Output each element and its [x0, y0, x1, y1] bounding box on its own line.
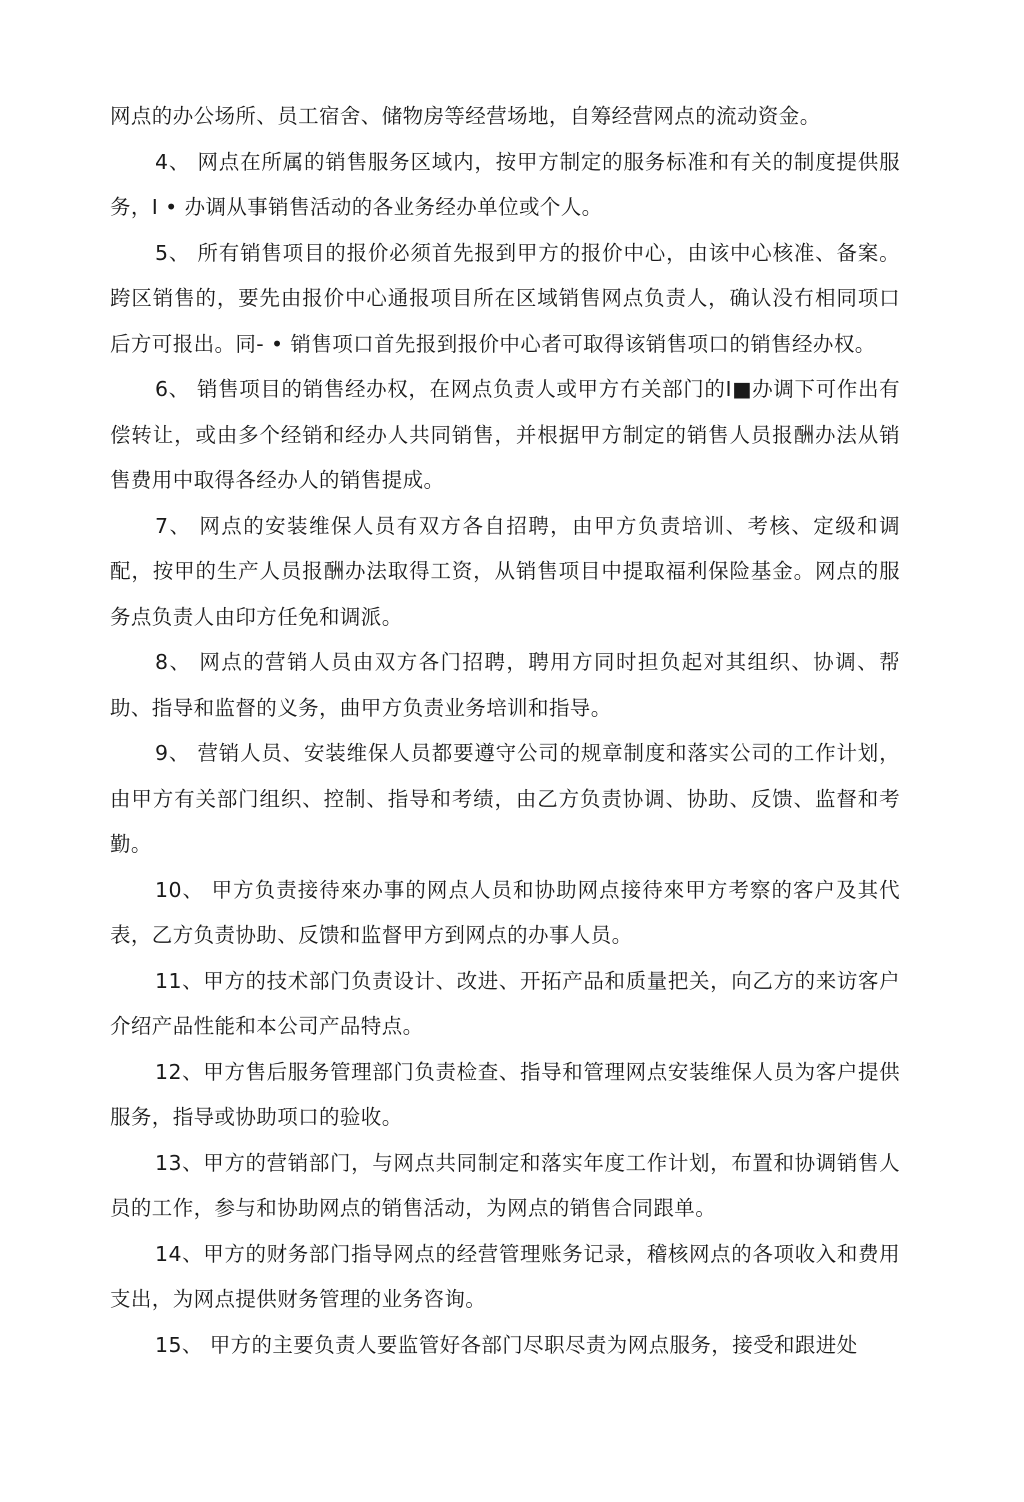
paragraph-clause-9: 9、 营销人员、安装维保人员都要遵守公司的规章制度和落实公司的工作计划，由甲方有关部门组织、控制、指导和考绩，由乙方负责协调、协助、反馈、监督和考勤。 — [110, 741, 900, 856]
paragraph-clause-12: 12、甲方售后服务管理部门负责检查、指导和管理网点安装维保人员为客户提供服务，指导或协助项口的验收。 — [110, 1059, 900, 1129]
paragraph-clause-7: 7、 网点的安装维保人员有双方各自招聘，由甲方负责培训、考核、定级和调配，按甲的生产人员报酬办法取得工资，从销售项目中提取福利保险基金。网点的服务点负责人由印方任免和调派。 — [110, 513, 900, 629]
paragraph-clause-4: 4、 网点在所属的销售服务区域内，按甲方制定的服务标准和有关的制度提供服务，I • 办调从事销售活动的各业务经办单位或个人。 — [110, 149, 900, 219]
paragraph-clause-5: 5、 所有销售项目的报价必须首先报到甲方的报价中心，由该中心核准、备案。跨区销售的，要先由报价中心通报项目所在区域销售网点负责人，确认没冇相同项口后方可报出。同- • 销售项口首先报到报价中心者可取得该销售项口的销售经办权。 — [110, 240, 900, 356]
paragraph-clause-8: 8、 网点的营销人员由双方各门招聘，聘用方同时担负起对其组织、协调、帮助、指导和监督的义务，曲甲方负责业务培训和指导。 — [110, 650, 900, 720]
paragraph-clause-11: 11、甲方的技术部门负责设计、改进、开拓产品和质量把关，向乙方的来访客户介绍产品性能和本公司产品特点。 — [110, 968, 900, 1038]
paragraph-clause-14: 14、甲方的财务部门指导网点的经营管理账务记录，稽核网点的各项收入和费用支出，为网点提供财务管理的业务咨询。 — [110, 1241, 900, 1311]
paragraph-clause-6: 6、 销售项目的销售经办权，在网点负责人或甲方冇关部门的I■办调下可作出有偿转让，或由多个经销和经办人共同销售，并根据甲方制定的销售人员报酬办法从销售费用中取得各经办人的销售提成。 — [110, 377, 900, 492]
paragraph-clause-15: 15、 甲方的主要负责人要监管好各部门尽职尽责为网点服务，接受和跟进处 — [155, 1332, 858, 1357]
paragraph-clause-10: 10、 甲方负责接待來办事的网点人员和协助网点接待來甲方考察的客户及其代表，乙方负责协助、反馈和监督甲方到网点的办事人员。 — [110, 877, 900, 947]
paragraph-continuation: 网点的办公场所、员工宿舍、储物房等经营场地，自筹经营网点的流动资金。 — [110, 104, 821, 128]
document-page — [110, 94, 900, 1368]
paragraph-clause-13: 13、甲方的营销部门，与网点共同制定和落实年度工作计划，布置和协调销售人员的工作，参与和协助网点的销售活动，为网点的销售合同跟单。 — [110, 1150, 900, 1220]
